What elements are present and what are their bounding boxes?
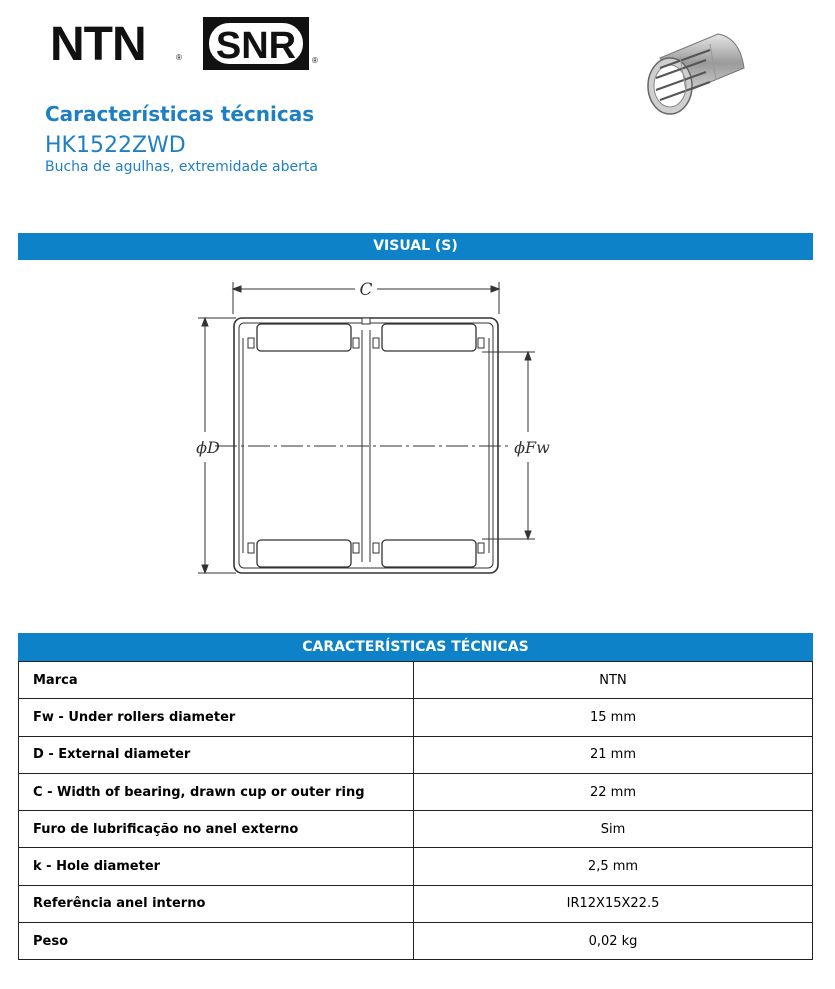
spec-label: D - External diameter xyxy=(19,736,414,773)
svg-text:NTN: NTN xyxy=(50,20,146,66)
product-model: HK1522ZWD xyxy=(45,133,186,158)
snr-logo xyxy=(203,17,321,70)
bearing-photo xyxy=(640,28,750,118)
spec-value: 21 mm xyxy=(414,736,813,773)
under-rollers-label: ϕFw xyxy=(514,438,550,457)
table-row xyxy=(19,885,813,922)
spec-label: Referência anel interno xyxy=(19,885,414,922)
spec-label: k - Hole diameter xyxy=(19,848,414,885)
spec-label: C - Width of bearing, drawn cup or outer ring xyxy=(19,773,414,810)
spec-label: Fw - Under rollers diameter xyxy=(19,699,414,736)
specs-table xyxy=(18,661,813,960)
table-row xyxy=(19,848,813,885)
svg-text:®: ® xyxy=(176,53,182,62)
spec-value: Sim xyxy=(414,811,813,848)
spec-label: Furo de lubrificação no anel externo xyxy=(19,811,414,848)
table-row xyxy=(19,699,813,736)
spec-value: 22 mm xyxy=(414,773,813,810)
svg-text:®: ® xyxy=(312,56,318,65)
width-label: C xyxy=(359,280,373,300)
table-row xyxy=(19,773,813,810)
specs-section-header: CARACTERÍSTICAS TÉCNICAS xyxy=(18,633,813,661)
svg-text:SNR: SNR xyxy=(215,25,297,67)
table-row xyxy=(19,662,813,699)
spec-label: Peso xyxy=(19,923,414,960)
spec-value: 0,02 kg xyxy=(414,923,813,960)
spec-label: Marca xyxy=(19,662,414,699)
spec-value: 15 mm xyxy=(414,699,813,736)
outer-diameter-label: ϕD xyxy=(196,438,220,457)
spec-value: NTN xyxy=(414,662,813,699)
product-subtitle: Bucha de agulhas, extremidade aberta xyxy=(45,159,318,175)
table-row xyxy=(19,923,813,960)
table-row xyxy=(19,811,813,848)
spec-value: IR12X15X22.5 xyxy=(414,885,813,922)
ntn-logo xyxy=(50,20,186,66)
bearing-technical-drawing xyxy=(190,272,550,584)
table-row xyxy=(19,736,813,773)
page-title: Características técnicas xyxy=(45,102,315,126)
spec-value: 2,5 mm xyxy=(414,848,813,885)
visual-section-header: VISUAL (S) xyxy=(18,233,813,260)
